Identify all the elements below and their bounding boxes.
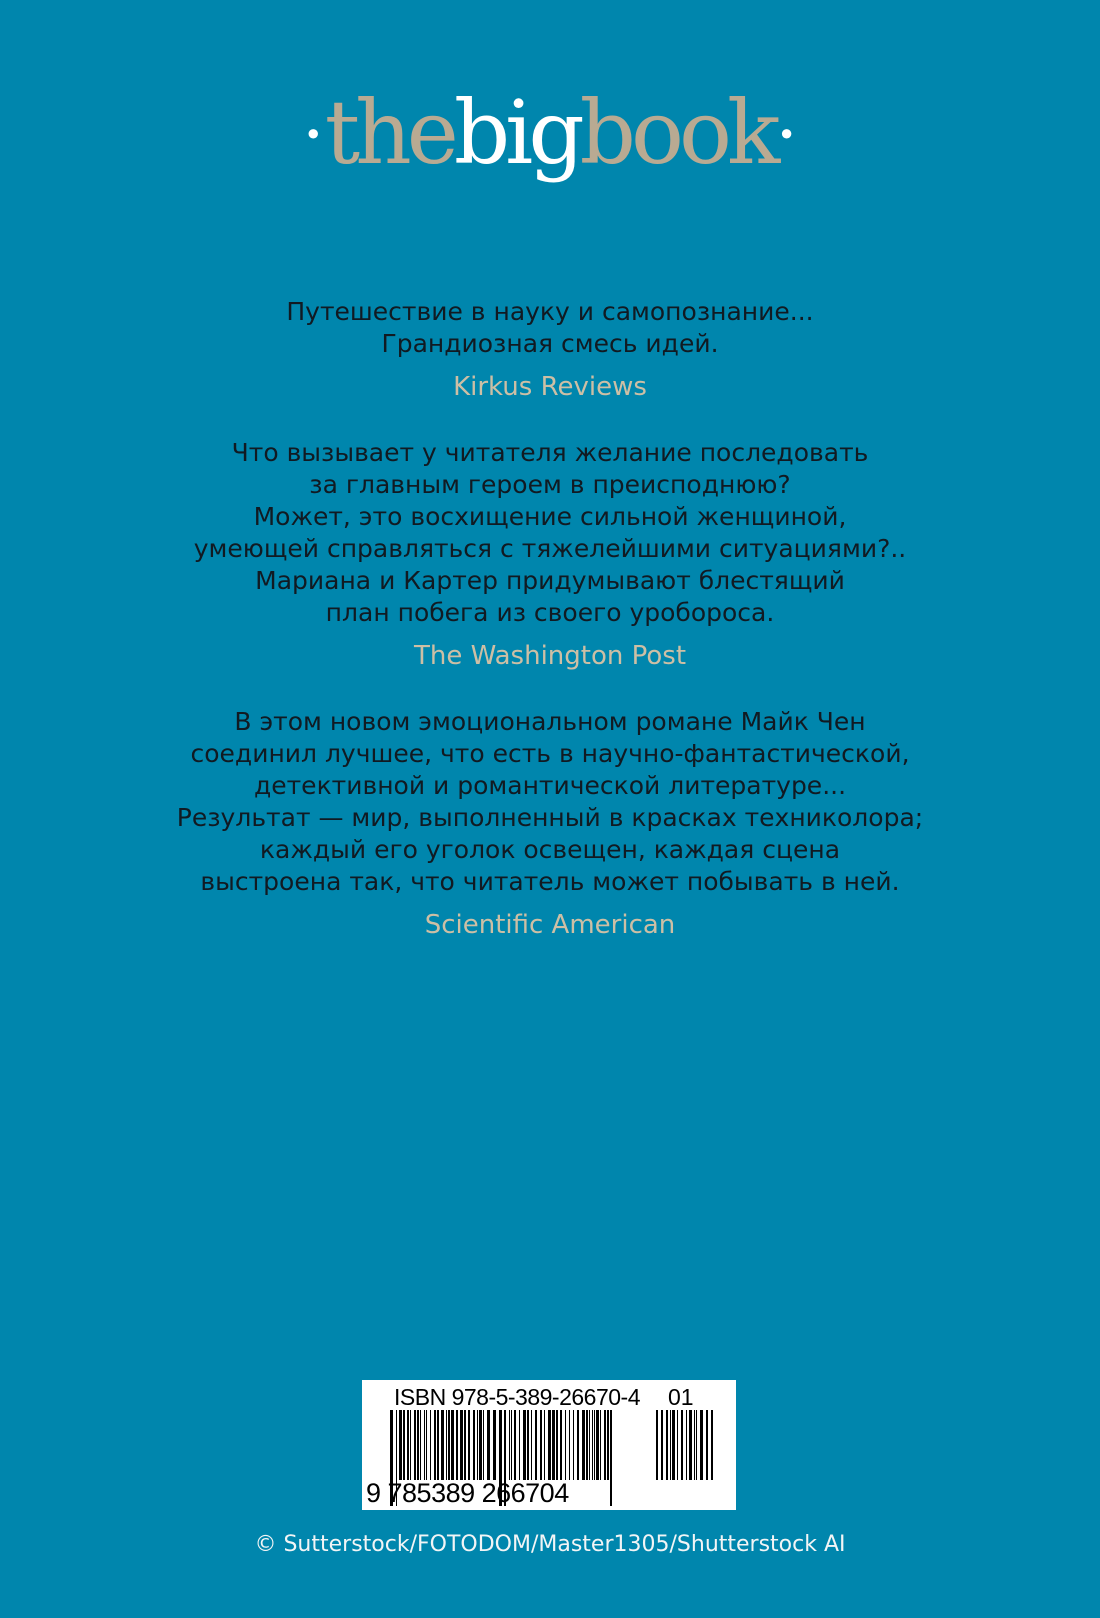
quote-line: Грандиозная смесь идей.: [381, 329, 719, 358]
quote-source: Scientific American: [424, 910, 676, 940]
barcode-bar: [509, 1410, 510, 1480]
barcode-bar: [589, 1410, 590, 1480]
barcode-bar: [661, 1410, 663, 1480]
logo-word-big: big: [453, 81, 580, 184]
barcode-bar: [700, 1410, 703, 1480]
quote-line: детективной и романтической литературе...: [253, 771, 847, 800]
barcode-bar: [493, 1410, 496, 1480]
barcode-bar: [681, 1410, 683, 1480]
barcode-bar: [483, 1410, 484, 1480]
quote-line: Результат — мир, выполненный в красках техниколора;: [176, 803, 924, 832]
barcode-bar: [519, 1410, 520, 1480]
barcode-bar: [686, 1410, 687, 1480]
photo-credit: © Sutterstock/FOTODOM/Master1305/Shutterstock AI: [254, 1532, 846, 1557]
barcode-bar: [487, 1410, 490, 1480]
barcode-bar: [540, 1410, 542, 1480]
barcode-bar: [426, 1410, 427, 1480]
barcode-bar: [711, 1410, 713, 1480]
barcode-bar: [600, 1410, 601, 1480]
review-quote: [0, 706, 1100, 942]
logo-dot-right: ·: [775, 92, 799, 176]
barcode-bar: [607, 1410, 609, 1480]
isbn-barcode: [362, 1380, 736, 1510]
barcode-bar: [414, 1410, 416, 1480]
logo-word-the: the: [324, 81, 454, 184]
barcode-bar: [468, 1410, 470, 1480]
barcode-bar: [479, 1410, 482, 1480]
barcode-bar: [460, 1410, 463, 1480]
barcode-bar: [672, 1410, 675, 1480]
barcode-bar: [552, 1410, 555, 1480]
barcode-bar: [656, 1410, 658, 1480]
barcode-addon-bars: [656, 1410, 714, 1506]
barcode-bar: [477, 1410, 478, 1480]
barcode-bar: [514, 1410, 516, 1480]
barcode-bar: [577, 1410, 579, 1480]
logo-dot-left: ·: [301, 92, 325, 176]
barcode-bar: [596, 1410, 599, 1480]
quote-line: Что вызывает у читателя желание последовать: [231, 438, 869, 467]
barcode-bar: [441, 1410, 444, 1480]
barcode-bar: [451, 1410, 454, 1480]
barcode-bar: [410, 1410, 411, 1480]
barcode-digits: 9 785389 266704: [366, 1478, 569, 1508]
barcode-bar: [430, 1410, 431, 1480]
barcode-bar: [399, 1410, 402, 1480]
barcode-bar: [706, 1410, 708, 1480]
quote-line: Может, это восхищение сильной женщиной,: [253, 502, 847, 531]
barcode-bar: [527, 1410, 529, 1480]
quote-line: соединил лучшее, что есть в научно-фантастической,: [190, 739, 910, 768]
barcode-bar: [511, 1410, 512, 1480]
logo-word-book: book: [579, 81, 776, 184]
barcode-bar: [666, 1410, 668, 1480]
barcode-bar: [556, 1410, 558, 1480]
quote-line: каждый его уголок освещен, каждая сцена: [259, 835, 841, 864]
quote-line: выстроена так, что читатель может побывать в ней.: [200, 867, 900, 896]
barcode-bar: [592, 1410, 593, 1480]
barcode-bar: [610, 1410, 612, 1506]
barcode-bar: [586, 1410, 588, 1480]
barcode-bar: [531, 1410, 532, 1480]
publisher-logo: [0, 78, 1100, 193]
isbn-label: ISBN 978-5-389-26670-4: [394, 1384, 640, 1410]
barcode-bar: [446, 1410, 447, 1480]
barcode-bar: [437, 1410, 439, 1480]
review-quote: [0, 296, 1100, 404]
barcode-bar: [544, 1410, 545, 1480]
barcode-bar: [403, 1410, 405, 1480]
barcode-bar: [565, 1410, 566, 1480]
quote-line: за главным героем в преисподнюю?: [309, 470, 791, 499]
barcode-bar: [689, 1410, 692, 1480]
quote-line: Путешествие в науку и самопознание...: [286, 297, 814, 326]
barcode-bar: [694, 1410, 695, 1480]
barcode-bar: [594, 1410, 595, 1480]
barcode-bar: [548, 1410, 551, 1480]
barcode-bar: [560, 1410, 562, 1480]
barcode-bar: [407, 1410, 409, 1480]
quote-source: Kirkus Reviews: [453, 372, 647, 402]
barcode-bar: [535, 1410, 537, 1480]
review-quote: [0, 437, 1100, 673]
quote-source: The Washington Post: [413, 641, 687, 671]
barcode-bar: [420, 1410, 421, 1480]
barcode-bar: [696, 1410, 697, 1480]
barcode-bar: [573, 1410, 574, 1480]
barcode-bar: [424, 1410, 425, 1480]
barcode-bar: [473, 1410, 475, 1480]
barcode-bar: [670, 1410, 671, 1480]
barcode-bar: [464, 1410, 466, 1480]
review-quotes: [0, 296, 1100, 975]
quote-line: умеющей справляться с тяжелейшими ситуациями?..: [193, 534, 907, 563]
barcode-bar: [434, 1410, 436, 1480]
barcode-bar: [569, 1410, 570, 1480]
barcode-bar: [604, 1410, 606, 1480]
barcode-bar: [523, 1410, 526, 1480]
barcode-bar: [448, 1410, 450, 1480]
barcode-bar: [456, 1410, 458, 1480]
barcode-bar: [677, 1410, 678, 1480]
barcode-bar: [582, 1410, 585, 1480]
quote-line: Мариана и Картер придумывают блестящий: [255, 566, 845, 595]
quote-line: план побега из своего уробороса.: [325, 598, 775, 627]
quote-line: В этом новом эмоциональном романе Майк Чен: [234, 707, 866, 736]
barcode-addon-label: 01: [668, 1384, 694, 1410]
barcode-bar: [417, 1410, 419, 1480]
